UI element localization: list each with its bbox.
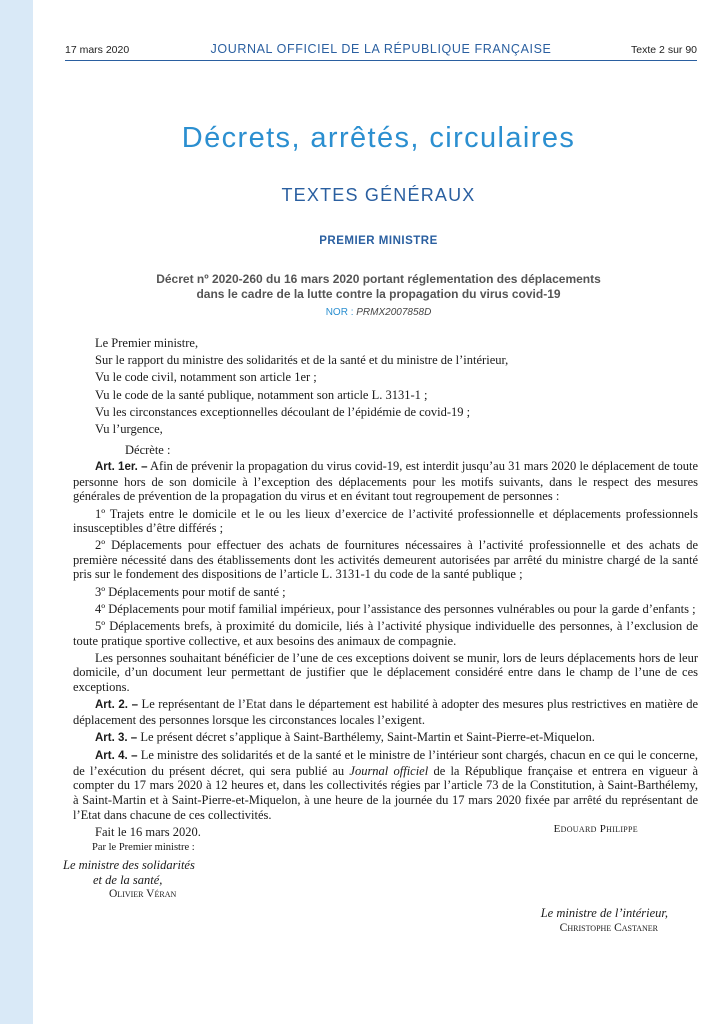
health-minister-name: Olivier Véran <box>109 888 177 900</box>
header-text-number: Texte 2 sur 90 <box>631 44 697 56</box>
preamble-line: Le Premier ministre, <box>95 336 199 350</box>
article-2-text: Le représentant de l’Etat dans le département est habilité à adopter des mesures plus restrictives en matière de déplacement des personnes lorsque les circonstances locales l’exigent. <box>73 697 698 727</box>
signature-health-minister <box>63 858 195 902</box>
article-1-item: 3º Déplacements pour motif de santé ; <box>95 584 286 599</box>
health-minister-role-line-2: et de la santé, <box>93 872 163 887</box>
preamble-line: Vu les circonstances exceptionnelles découlant de l’épidémie de covid-19 ; <box>95 404 471 419</box>
decree-title-line-1: Décret nº 2020-260 du 16 mars 2020 portant réglementation des déplacements <box>156 272 601 286</box>
article-1-item: 1º Trajets entre le domicile et le ou les lieux d’exercice de l’activité professionnelle et déplacements professionnels insusceptibles d’être différés ; <box>73 506 698 536</box>
nor-value: PRMX2007858D <box>356 307 432 318</box>
nor-reference <box>33 307 724 318</box>
header-journal-name: JOURNAL OFFICIEL DE LA RÉPUBLIQUE FRANÇAISE <box>210 42 552 56</box>
article-2 <box>73 697 698 727</box>
article-2-label: Art. 2. – <box>95 699 139 712</box>
article-3-label: Art. 3. – <box>95 731 138 744</box>
article-4-label: Art. 4. – <box>95 750 138 763</box>
section-title: TEXTES GÉNÉRAUX <box>281 185 476 205</box>
article-1-item: 2º Déplacements pour effectuer des achats de fournitures nécessaires à l’activité professionnelle et des achats de première nécessité dans des établissements dont les activités demeurent autorisées par arrêté du ministre chargé de la santé pris sur le fondement des dispositions de l’article L. 3131-1 du code de la santé publique ; <box>73 538 698 582</box>
article-1 <box>73 459 698 504</box>
fait-le-date: Fait le 16 mars 2020. <box>95 824 201 839</box>
article-4-journal-officiel: Journal officiel <box>349 763 429 778</box>
par-le-premier-ministre: Par le Premier ministre : <box>92 842 195 853</box>
interior-minister-role: Le ministre de l’intérieur, <box>540 906 668 920</box>
article-4 <box>73 748 698 822</box>
header-date: 17 mars 2020 <box>65 44 130 56</box>
page-header <box>65 42 697 61</box>
article-3-text: Le présent décret s’applique à Saint-Barthélemy, Saint-Martin et Saint-Pierre-et-Miquelon. <box>137 729 595 744</box>
nor-label: NOR : <box>325 307 357 318</box>
preamble-line: Vu le code civil, notamment son article 1er ; <box>95 370 317 385</box>
health-minister-role-line-1: Le ministre des solidarités <box>63 858 195 872</box>
preamble-line: Vu le code de la santé publique, notamment son article L. 3131-1 ; <box>95 387 428 402</box>
decree-body <box>73 336 698 842</box>
main-title: Décrets, arrêtés, circulaires <box>181 122 576 154</box>
article-1-text: Afin de prévenir la propagation du virus covid-19, est interdit jusqu’au 31 mars 2020 le déplacement de toute personne hors de son domicile à l’exception des déplacements pour les motifs suivants, dans le respect des mesures générales de prévention de la propagation du virus et en évitant tout regroupement de personnes : <box>73 459 698 504</box>
decree-title <box>73 272 684 302</box>
article-3 <box>73 730 698 746</box>
article-1-label: Art. 1er. – <box>95 461 148 474</box>
document-page <box>33 0 724 1024</box>
article-1-item: 5º Déplacements brefs, à proximité du domicile, liés à l’activité physique individuelle des personnes, à l’exclusion de toute pratique sportive collective, et aux besoins des animaux de compagnie. <box>73 619 698 648</box>
article-4-text-a: Le ministre des solidarités et de la santé et le ministre de l’intérieur sont chargés, chacun en ce qui le concerne, de l’exécution du présent décret, qui sera publié au <box>73 748 698 778</box>
interior-minister-name: Christophe Castaner <box>559 922 658 934</box>
signature-prime-minister: Edouard Philippe <box>553 823 638 835</box>
article-1-item: 4º Déplacements pour motif familial impérieux, pour l’assistance des personnes vulnérables ou pour la garde d’enfants ; <box>95 601 696 616</box>
article-1-closing: Les personnes souhaitant bénéficier de l’une de ces exceptions doivent se munir, lors de leurs déplacements hors de leur domicile, d’un document leur permettant de justifier que le déplacement considéré entre dans le champ de l’une de ces exceptions. <box>73 650 698 694</box>
preamble-line: Sur le rapport du ministre des solidarités et de la santé et du ministre de l’intérieur, <box>95 353 509 368</box>
article-4-text-b: de la République française et entrera en vigueur à compter du 17 mars 2020 à 12 heures et, dans les collectivités régies par l’article 73 de la Constitution, à Saint-Barthélemy, à Saint-Martin et à Saint-Pierre-et-Miquelon, à une heure de la journée du 17 mars 2020 fixée par arrêté du représentant de l’Etat dans chacune de ces collectivités. <box>73 763 698 822</box>
signature-interior-minister <box>541 906 668 936</box>
ministry-heading: PREMIER MINISTRE <box>319 235 438 247</box>
preamble-line: Vu l’urgence, <box>95 421 163 436</box>
decrete-line: Décrète : <box>125 442 171 457</box>
left-margin-band <box>0 0 33 1024</box>
decree-title-line-2: dans le cadre de la lutte contre la propagation du virus covid-19 <box>196 287 561 301</box>
